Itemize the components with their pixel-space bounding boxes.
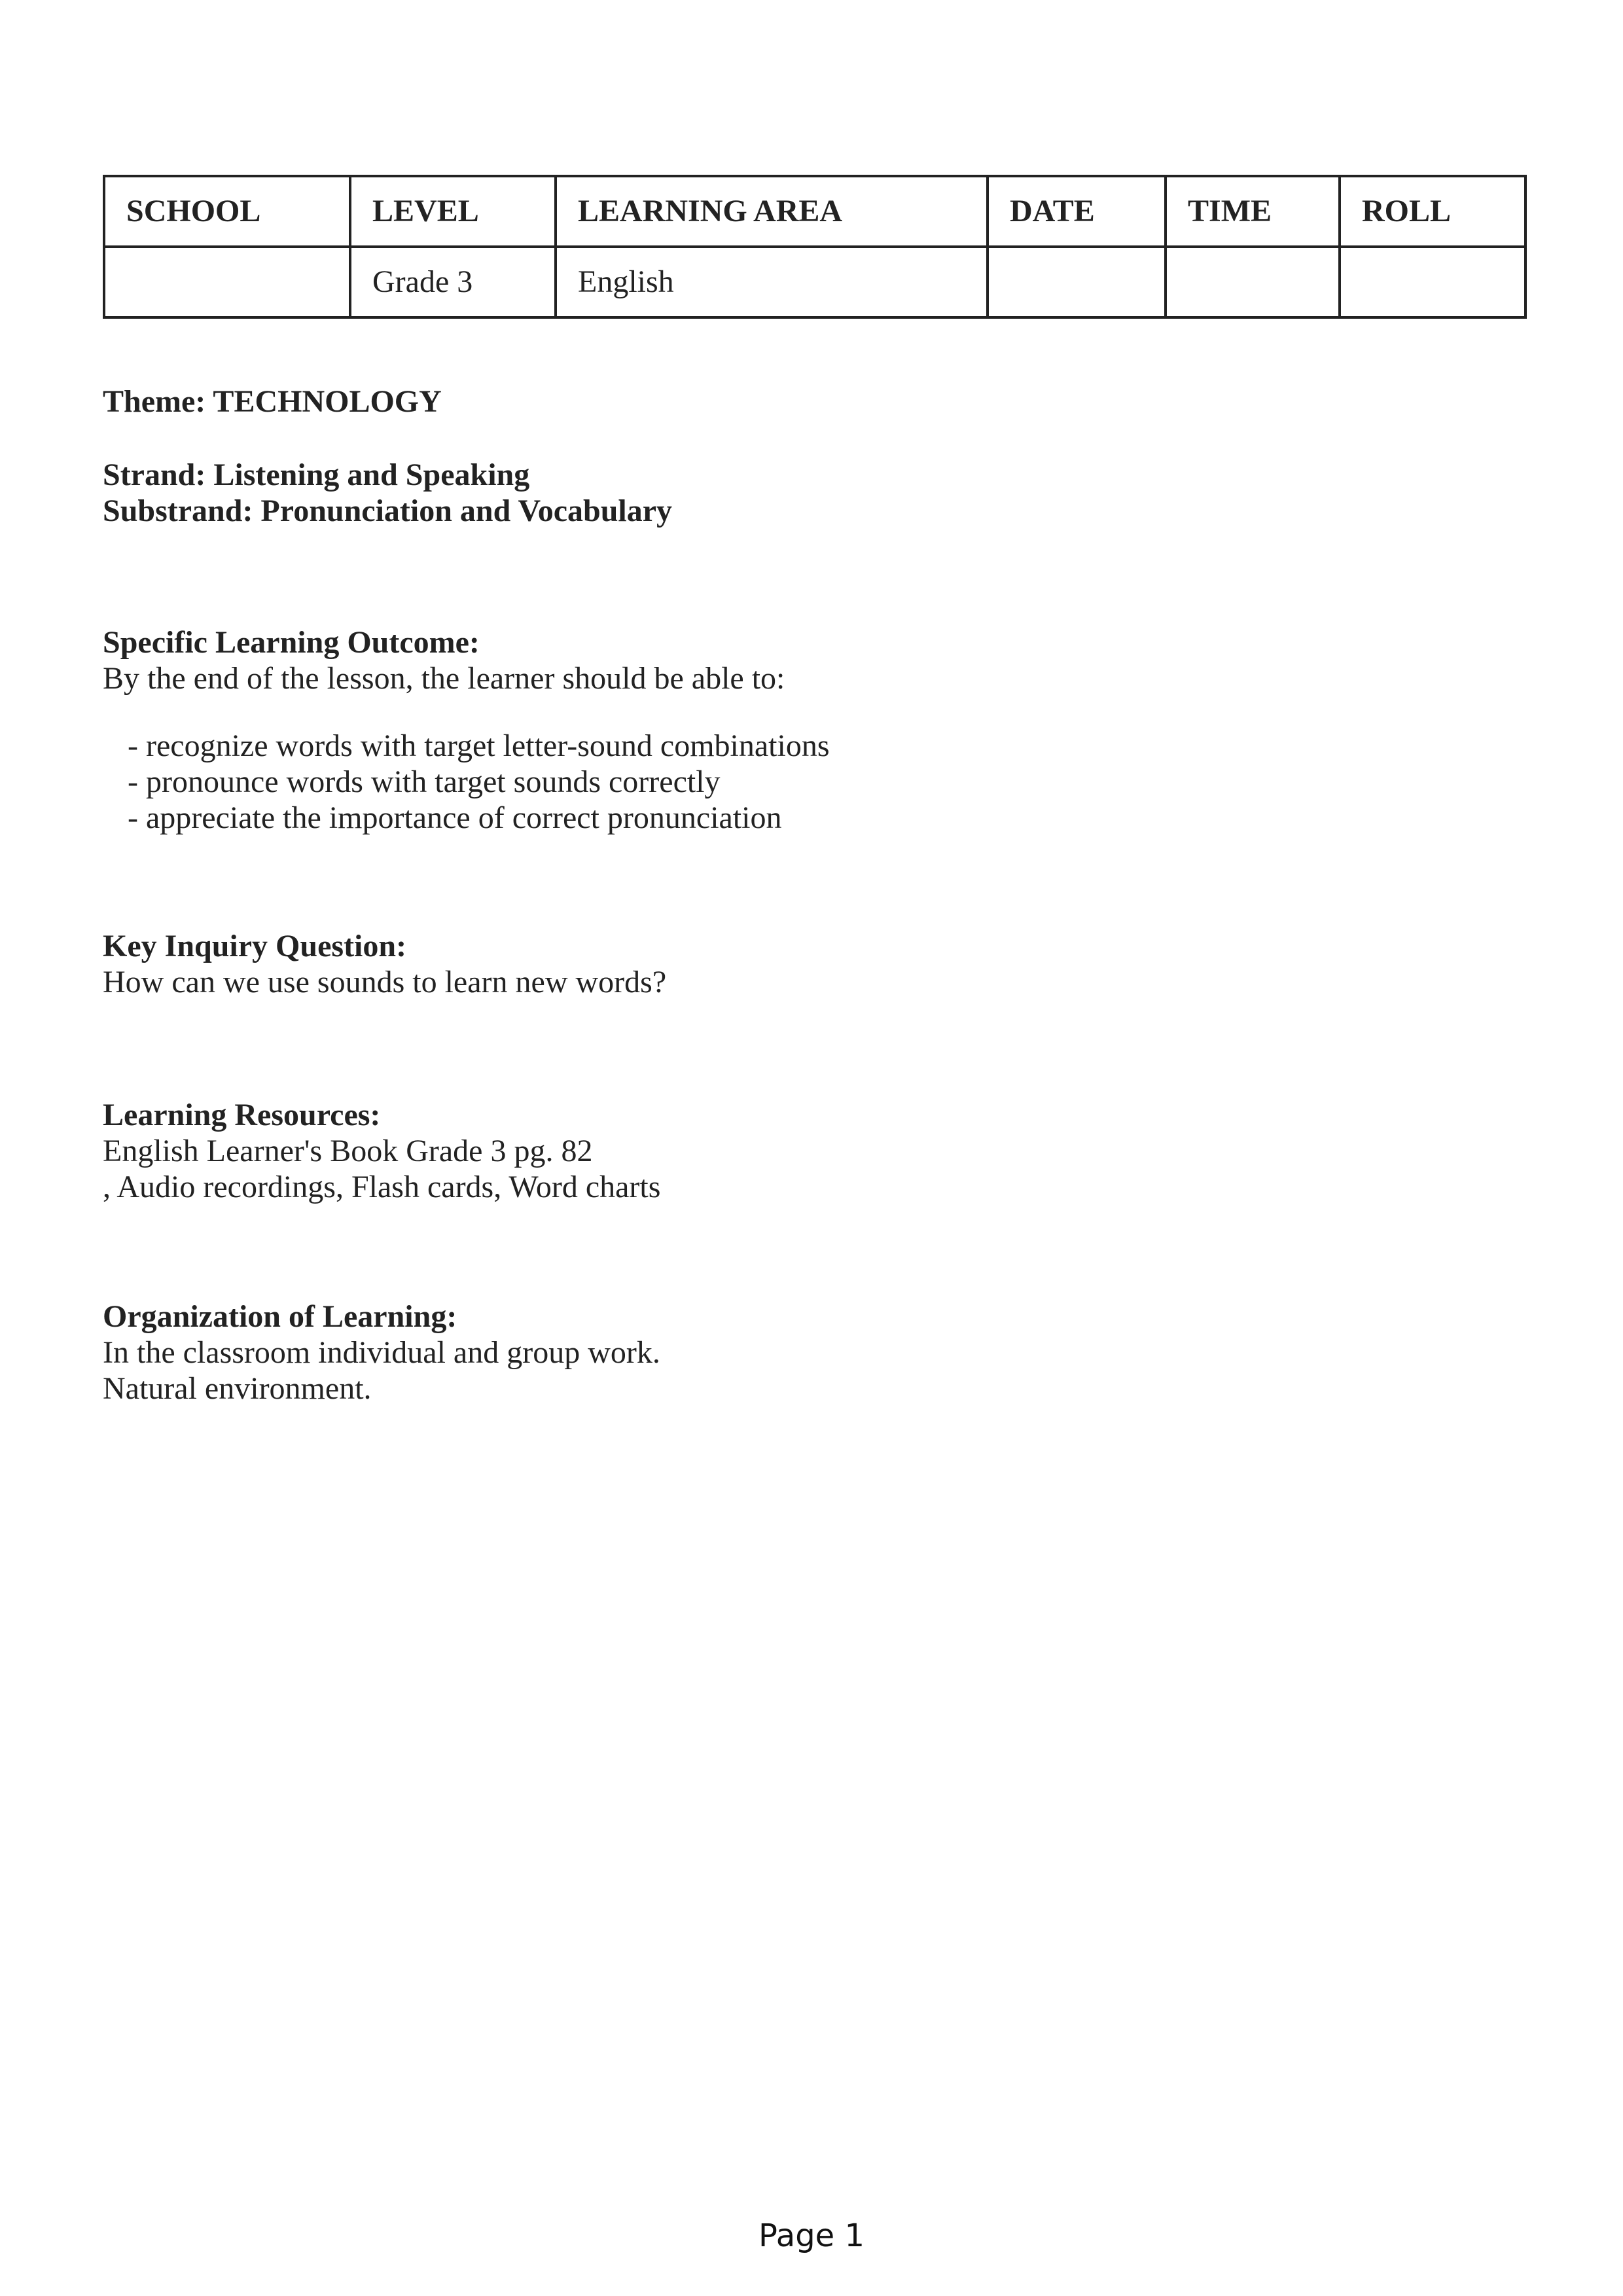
cell-date xyxy=(988,247,1166,317)
organization-section xyxy=(103,1299,660,1407)
header-date: DATE xyxy=(988,176,1166,247)
header-learning-area: LEARNING AREA xyxy=(556,176,988,247)
organization-heading: Organization of Learning: xyxy=(103,1299,457,1334)
outcome-heading: Specific Learning Outcome: xyxy=(103,625,480,660)
substrand-line: Substrand: Pronunciation and Vocabulary xyxy=(103,493,673,528)
page-number: Page 1 xyxy=(758,2217,865,2254)
outcome-intro: By the end of the lesson, the learner should be able to: xyxy=(103,661,785,696)
outcome-list xyxy=(103,728,830,836)
strand-line: Strand: Listening and Speaking xyxy=(103,457,530,492)
header-school: SCHOOL xyxy=(104,176,350,247)
strand-section xyxy=(103,457,672,529)
table-row xyxy=(104,247,1525,317)
header-time: TIME xyxy=(1166,176,1340,247)
organization-line-2: Natural environment. xyxy=(103,1371,372,1406)
header-roll: ROLL xyxy=(1340,176,1525,247)
inquiry-heading: Key Inquiry Question: xyxy=(103,929,407,963)
cell-school xyxy=(104,247,350,317)
list-item: - appreciate the importance of correct pronunciation xyxy=(128,800,782,835)
theme-line: Theme: TECHNOLOGY xyxy=(103,384,442,419)
lesson-info-table xyxy=(103,175,1527,319)
organization-line-1: In the classroom individual and group work. xyxy=(103,1335,660,1370)
list-item: - recognize words with target letter-sound combinations xyxy=(128,728,830,763)
resources-heading: Learning Resources: xyxy=(103,1098,381,1132)
resources-line-1: English Learner's Book Grade 3 pg. 82 xyxy=(103,1134,593,1168)
cell-time xyxy=(1166,247,1340,317)
cell-level: Grade 3 xyxy=(350,247,556,317)
table-header-row xyxy=(104,176,1525,247)
inquiry-text: How can we use sounds to learn new words? xyxy=(103,965,667,999)
cell-learning-area: English xyxy=(556,247,988,317)
list-item: - pronounce words with target sounds correctly xyxy=(128,764,721,799)
cell-roll xyxy=(1340,247,1525,317)
header-level: LEVEL xyxy=(350,176,556,247)
resources-line-2: , Audio recordings, Flash cards, Word charts xyxy=(103,1170,661,1204)
inquiry-section xyxy=(103,928,666,1000)
outcome-section xyxy=(103,624,785,696)
resources-section xyxy=(103,1097,660,1205)
